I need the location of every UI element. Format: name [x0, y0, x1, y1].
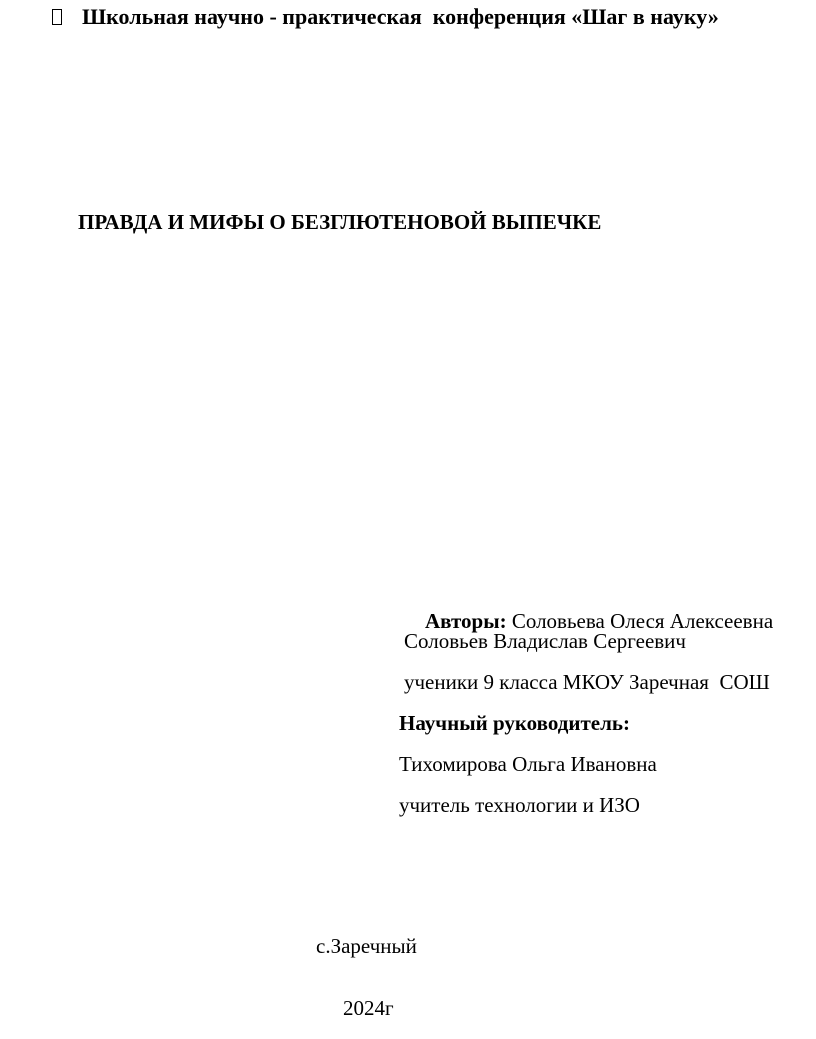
author-2-name: Соловьев Владислав Сергеевич [404, 629, 686, 653]
missing-glyph-box-icon [52, 9, 62, 25]
document-title: ПРАВДА И МИФЫ О БЕЗГЛЮТЕНОВОЙ ВЫПЕЧКЕ [78, 210, 602, 234]
conference-header [52, 6, 719, 28]
city-name: с.Заречный [316, 934, 417, 958]
year-label: 2024г [343, 996, 394, 1020]
authors-class-info: ученики 9 класса МКОУ Заречная СОШ [404, 670, 770, 694]
supervisor-position: учитель технологии и ИЗО [399, 793, 640, 817]
supervisor-name: Тихомирова Ольга Ивановна [399, 752, 657, 776]
author-1-name: Соловьева Олеся Алексеевна [506, 609, 774, 633]
conference-header-text: Школьная научно - практическая конференция «Шаг в науку» [82, 4, 719, 29]
authors-label: Авторы: [425, 609, 507, 633]
supervisor-label: Научный руководитель: [399, 711, 630, 735]
